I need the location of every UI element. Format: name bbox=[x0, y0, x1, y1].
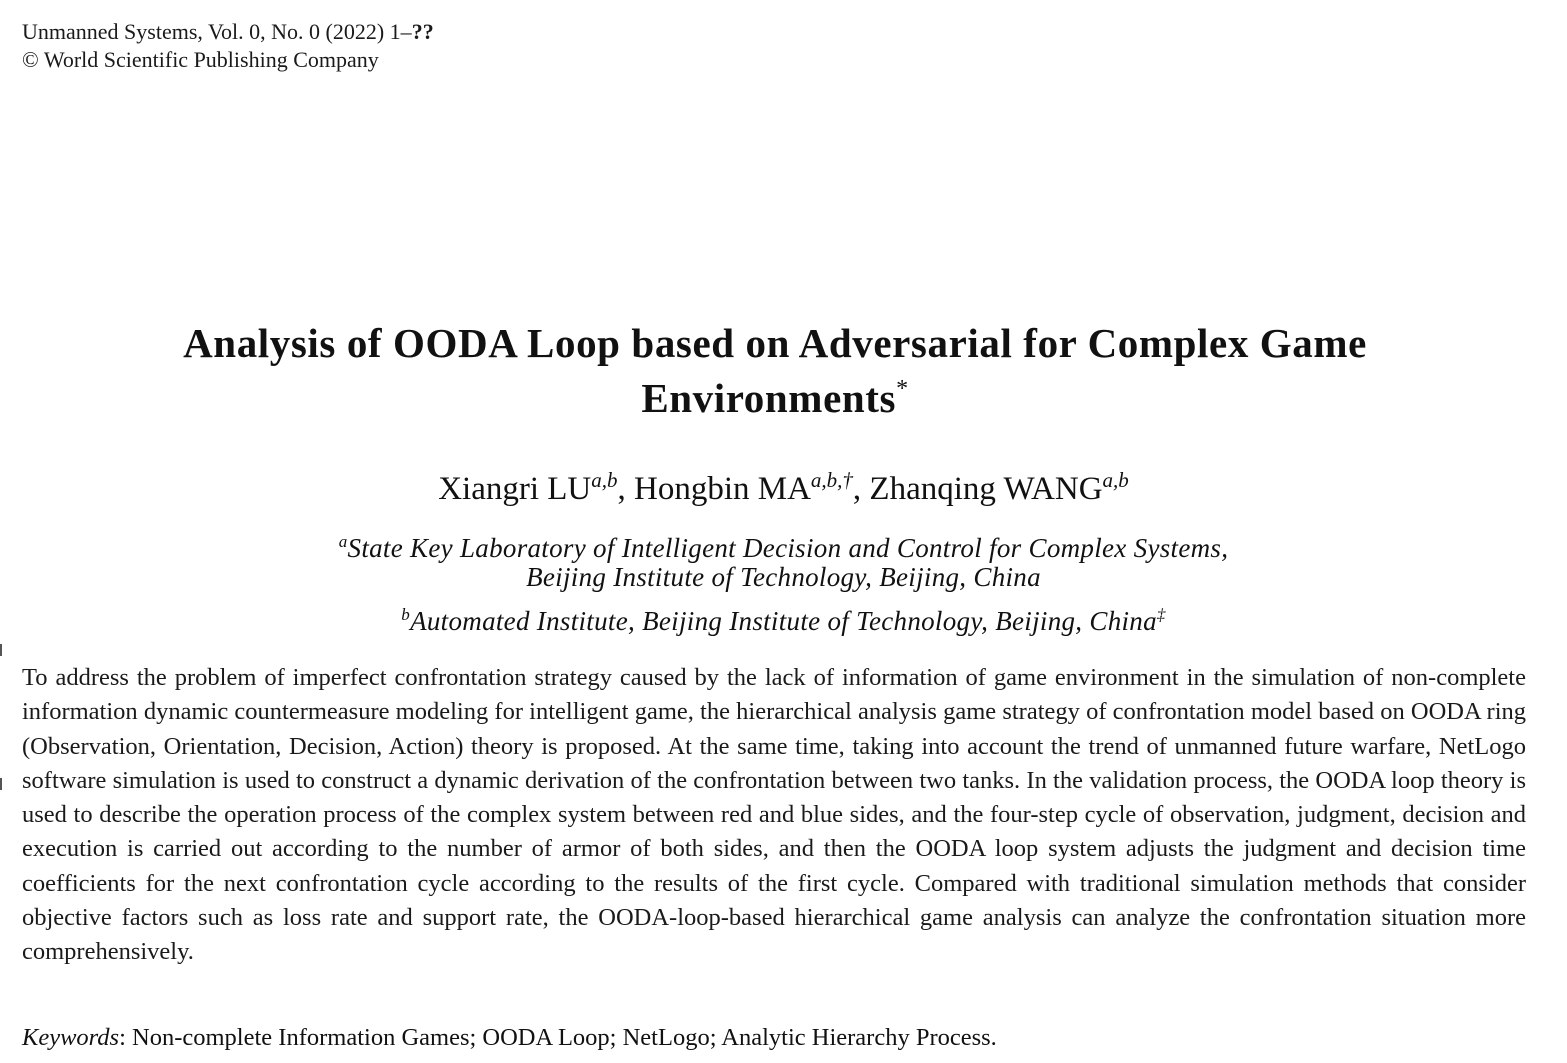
title-line-2-text: Environments bbox=[641, 375, 897, 421]
author-affiliation-mark: a,b bbox=[591, 468, 618, 492]
author-separator: , bbox=[617, 471, 634, 507]
abstract-paragraph: To address the problem of imperfect confrontation strategy caused by the lack of information of game environment in the simulation of non-complete information dynamic countermeasure modeling for intelligent game, the hierarchical analysis game strategy of confrontation model based on OODA ring (Observation, Orientation, Decision, Action) theory is proposed. At the same time, taking into account the trend of unmanned future warfare, NetLogo software simulation is used to construct a dynamic derivation of the confrontation between two tanks. In the validation process, the OODA loop theory is used to describe the operation process of the complex system between red and blue sides, and the four-step cycle of observation, judgment, decision and execution is carried out according to the number of armor of both sides, and then the OODA loop system adjusts the judgment and decision time coefficients for the next confrontation cycle according to the results of the first cycle. Compared with traditional simulation methods that consider objective factors such as loss rate and support rate, the OODA-loop-based hierarchical game analysis can analyze the confrontation situation more comprehensively. bbox=[22, 664, 1526, 966]
publisher-line bbox=[22, 46, 434, 74]
margin-mark bbox=[0, 644, 2, 656]
publisher-name: World Scientific Publishing Company bbox=[43, 47, 379, 72]
affiliation-b bbox=[0, 600, 1567, 636]
journal-page-range-end: ?? bbox=[411, 19, 434, 44]
keywords-text: : Non-complete Information Games; OODA Loop; NetLogo; Analytic Hierarchy Process. bbox=[119, 1024, 997, 1051]
title-footnote-mark: * bbox=[896, 376, 909, 402]
affiliation-mark: b bbox=[401, 605, 411, 624]
affiliation-b-text: Automated Institute, Beijing Institute of Technology, Beijing, China bbox=[410, 606, 1157, 636]
author-list bbox=[0, 460, 1567, 509]
title-line-1: Analysis of OODA Loop based on Adversarial for Complex Game bbox=[183, 320, 1367, 366]
affiliation-a-line-2: Beijing Institute of Technology, Beijing, China bbox=[526, 562, 1041, 592]
margin-mark bbox=[0, 778, 2, 790]
title-line-2 bbox=[60, 366, 1490, 421]
affiliation-a-line-1 bbox=[0, 527, 1567, 563]
author-name: Zhanqing WANG bbox=[869, 471, 1103, 507]
keywords-line bbox=[22, 1022, 997, 1054]
copyright-symbol: © bbox=[22, 47, 39, 72]
paper-title bbox=[60, 320, 1490, 421]
affiliation-a-text-1: State Key Laboratory of Intelligent Decision and Control for Complex Systems, bbox=[347, 533, 1229, 563]
affiliation-a bbox=[0, 527, 1567, 592]
author-separator: , bbox=[852, 471, 870, 507]
affiliation-mark: a bbox=[338, 532, 348, 551]
journal-citation-text: Unmanned Systems, Vol. 0, No. 0 (2022) 1– bbox=[22, 19, 412, 44]
journal-header bbox=[22, 18, 434, 74]
keywords-label: Keywords bbox=[22, 1024, 120, 1051]
journal-citation bbox=[22, 18, 434, 46]
author-name: Xiangri LU bbox=[438, 471, 592, 507]
author-affiliation-mark: a,b,† bbox=[810, 468, 853, 492]
author-name: Hongbin MA bbox=[633, 471, 811, 507]
affiliation-footnote-mark: ‡ bbox=[1156, 605, 1166, 624]
author-affiliation-mark: a,b bbox=[1102, 468, 1129, 492]
